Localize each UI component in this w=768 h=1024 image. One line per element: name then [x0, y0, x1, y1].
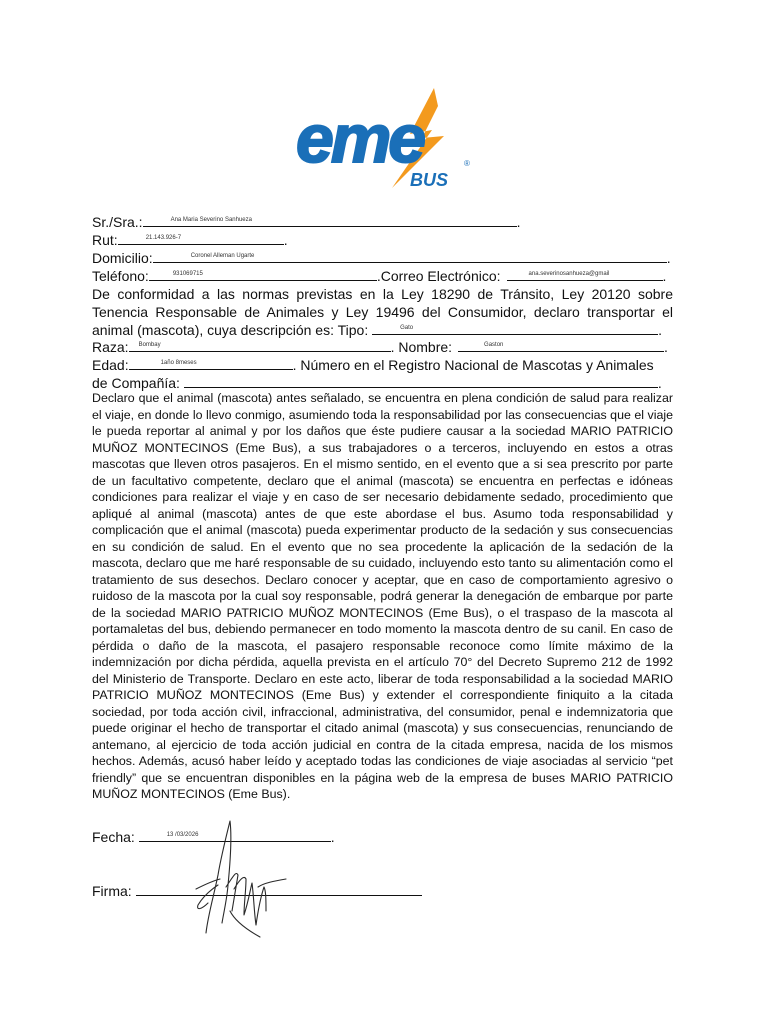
nombre-label: . Nombre:: [390, 339, 453, 355]
domicilio-value: Coronel Alleman Ugarte: [190, 253, 255, 259]
rut-field[interactable]: [118, 231, 284, 245]
sr-value: Ana Maria Severino Sanhueza: [170, 217, 252, 223]
edad-label: Edad:: [92, 357, 129, 373]
raza-line: Raza: Bombay . Nombre: Gaston .: [92, 339, 668, 355]
telefono-label: Teléfono:: [92, 268, 149, 284]
fecha-line: Fecha: 13 /03/2026 .: [92, 829, 335, 845]
declaration-paragraph: Declaro que el animal (mascota) antes señalado, se encuentra en plena condición de salud para realizar el viaje, en donde lo llevo conmigo, asumiendo toda la responsabilidad por las consecuencias que el viaje le pueda reportar al animal y por los daños que éste pudiere causar a la sociedad MARIO PATRICIO MUÑOZ MONTECINOS (Eme Bus), a sus trabajadores o a terceros, incluyendo en estos a otras mascotas que lleven otros pasajeros. En el mismo sentido, en el evento que a si sea prescrito por parte de un facultativo competente, declaro que el animal (mascota) se encuentra en perfectas e idóneas condiciones para realizar el viaje y en caso de ser necesario debidamente sedado, procedimiento que apliqué al animal (mascota) antes de que este abordase el bus. Asumo toda responsabilidad y complicación que el animal (mascota) pueda experimentar producto de la sedación y sus consecuencias en su condición de salud. En el evento que no sea procedente la aplicación de la sedación de la mascota, declaro que me haré responsable de su cuidado, incluyendo esto tanto su alimentación como el tratamiento de sus desechos. Declaro conocer y aceptar, que en caso de comportamiento agresivo o ruidoso de la mascota por la cual soy responsable, podrá generar la denegación de embarque por parte de la sociedad MARIO PATRICIO MUÑOZ MONTECINOS (Eme Bus), o el traspaso de la mascota al portamaletas del bus, debiendo permanecer en todo momento la mascota dentro de su canil. En caso de pérdida o daño de la mascota, el pasajero responsable reconoce como límite máximo de la indemnización por dicha pérdida, aquella prevista en el artículo 70° del Decreto Supremo 212 de 1992 del Ministerio de Transporte. Declaro en este acto, liberar de toda responsabilidad a la sociedad MARIO PATRICIO MUÑOZ MONTECINOS (Eme Bus) y extender el correspondiente finiquito a la citada sociedad, por toda acción civil, infraccional, administrativa, del consumidor, penal e indemnizatoria que puede originar el hecho de transportar el citado animal (mascota) y sus consecuencias, renunciando de antemano, al ejercicio de toda acción judicial en contra de la citada empresa, nacida de los mismos hechos. Además, acusó haber leído y aceptado todas las condiciones de viaje asociadas al servicio “pet friendly” que se encuentran disponibles en la página web de la empresa de buses MARIO PATRICIO MUÑOZ MONTECINOS (Eme Bus).: [92, 391, 673, 801]
firma-label: Firma:: [92, 883, 132, 899]
intro-paragraph: De conformidad a las normas previstas en la Ley 18290 de Tránsito, Ley 20120 sobre Tenencia Responsable de Animales y Ley 19496 del Consumidor, declaro transportar el animal (mascota), cuya descripción es: Tipo: Gato .: [92, 286, 673, 338]
sr-label: Sr./Sra.:: [92, 214, 143, 230]
nombre-field[interactable]: [458, 338, 664, 352]
registro-text: . Número en el Registro Nacional de Mascotas y Animales: [292, 357, 654, 373]
fecha-label: Fecha:: [92, 829, 135, 845]
telefono-field[interactable]: [149, 267, 377, 281]
compania-field[interactable]: [184, 374, 658, 388]
logo-bus-text: BUS: [410, 170, 449, 190]
correo-value: ana.severinosanhueza@gmail: [528, 271, 610, 277]
rut-line: Rut: 21.143.926-7 .: [92, 232, 288, 248]
telefono-value: 931069715: [172, 271, 203, 277]
intro-text: De conformidad a las normas previstas en la Ley 18290 de Tránsito, Ley 20120 sobre Tenencia Responsable de Animales y Ley 19496 del Consumidor, declaro transportar el animal (mascota), cuya descripción es: Tipo:: [92, 286, 673, 338]
correo-label: .Correo Electrónico:: [376, 268, 501, 284]
domicilio-field[interactable]: [153, 249, 667, 263]
raza-field[interactable]: [129, 338, 391, 352]
nombre-value: Gaston: [484, 342, 504, 348]
fecha-value: 13 /03/2026: [166, 832, 199, 838]
tipo-value: Gato: [400, 325, 414, 331]
telefono-line: Teléfono: 931069715 .Correo Electrónico: ana.severinosanhueza@gmail .: [92, 268, 667, 284]
sr-field[interactable]: [143, 213, 517, 227]
domicilio-line: Domicilio: Coronel Alleman Ugarte .: [92, 250, 671, 266]
tipo-field[interactable]: [372, 321, 658, 335]
compania-label: de Compañía:: [92, 375, 180, 391]
raza-value: Bombay: [138, 342, 161, 348]
edad-value: 1año 8meses: [160, 360, 197, 366]
signature-stroke-main: [196, 821, 286, 937]
rut-label: Rut:: [92, 232, 118, 248]
rut-value: 21.143.926-7: [145, 235, 182, 241]
correo-field[interactable]: [507, 267, 663, 281]
edad-field[interactable]: [129, 356, 293, 370]
sr-line: Sr./Sra.: Ana Maria Severino Sanhueza .: [92, 214, 521, 230]
logo-eme-text: eme: [296, 101, 424, 177]
handwritten-signature: [178, 815, 288, 945]
raza-label: Raza:: [92, 339, 129, 355]
compania-line: de Compañía: .: [92, 375, 662, 391]
eme-bus-logo: [292, 86, 482, 196]
edad-line: [92, 356, 676, 374]
domicilio-label: Domicilio:: [92, 250, 153, 266]
logo-registered-mark: ®: [464, 159, 470, 168]
